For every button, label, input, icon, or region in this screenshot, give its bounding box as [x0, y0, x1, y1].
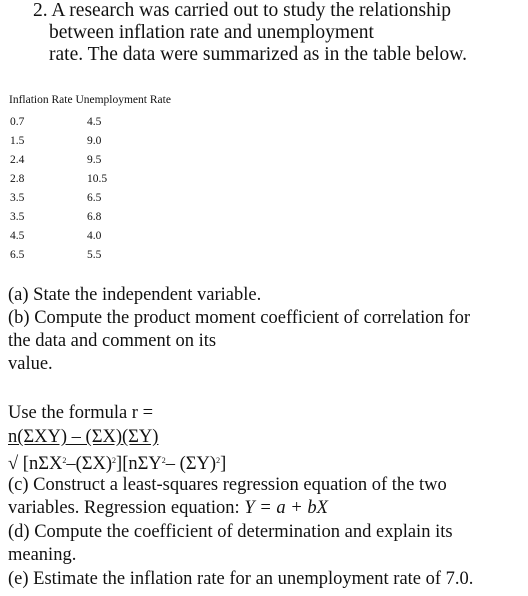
cell-inflation-rate: 1.5 — [10, 135, 25, 147]
part-a: (a) State the independent variable. — [8, 285, 262, 305]
formula-denominator: √ $[n\Sigma X^2-(\Sigma X)^2][n\Sigma Y^2-$ $(\Sigma Y)^2$] — [8, 454, 227, 474]
table-header-row — [9, 94, 171, 106]
cell-unemployment-rate: 6.5 — [87, 192, 102, 204]
question-line-2: between inflation rate and unemployment — [49, 22, 374, 43]
formula-numerator: n(ΣXY) – (ΣX)(ΣY) — [8, 427, 159, 447]
part-d-line-2: meaning. — [8, 545, 77, 565]
cell-unemployment-rate: 9.0 — [87, 135, 102, 147]
cell-inflation-rate: 2.8 — [10, 173, 25, 185]
part-c-line-1: (c) Construct a least-squares regression equation of the two — [8, 475, 447, 495]
cell-inflation-rate: 6.5 — [10, 249, 25, 261]
part-e: (e) Estimate the inflation rate for an unemployment rate of 7.0. — [8, 569, 474, 589]
part-d-line-1: (d) Compute the coefficient of determination and explain its — [8, 522, 453, 542]
cell-unemployment-rate: 9.5 — [87, 154, 102, 166]
part-c-line-2: variables. Regression equation: Y = a + bX — [8, 498, 328, 518]
cell-unemployment-rate: 4.5 — [87, 116, 102, 128]
formula-intro: Use the formula r = — [8, 403, 154, 423]
part-b-line-2: the data and comment on its — [8, 331, 217, 351]
cell-inflation-rate: 3.5 — [10, 192, 25, 204]
cell-unemployment-rate: 5.5 — [87, 249, 102, 261]
question-line-3: rate. The data were summarized as in the table below. — [49, 44, 467, 65]
header-inflation-rate: Inflation Rate — [9, 94, 73, 106]
header-unemployment-rate: Unemployment Rate — [75, 94, 171, 106]
cell-inflation-rate: 4.5 — [10, 230, 25, 242]
question-line-1: 2. A research was carried out to study the relationship — [33, 0, 452, 21]
cell-unemployment-rate: 10.5 — [87, 173, 108, 185]
part-b-line-3: value. — [8, 354, 53, 374]
cell-inflation-rate: 2.4 — [10, 154, 25, 166]
part-b-line-1: (b) Compute the product moment coefficient of correlation for — [8, 308, 471, 328]
cell-unemployment-rate: 4.0 — [87, 230, 102, 242]
cell-unemployment-rate: 6.8 — [87, 211, 102, 223]
regression-equation: Y = a + bX — [244, 498, 328, 518]
cell-inflation-rate: 0.7 — [10, 116, 25, 128]
cell-inflation-rate: 3.5 — [10, 211, 25, 223]
